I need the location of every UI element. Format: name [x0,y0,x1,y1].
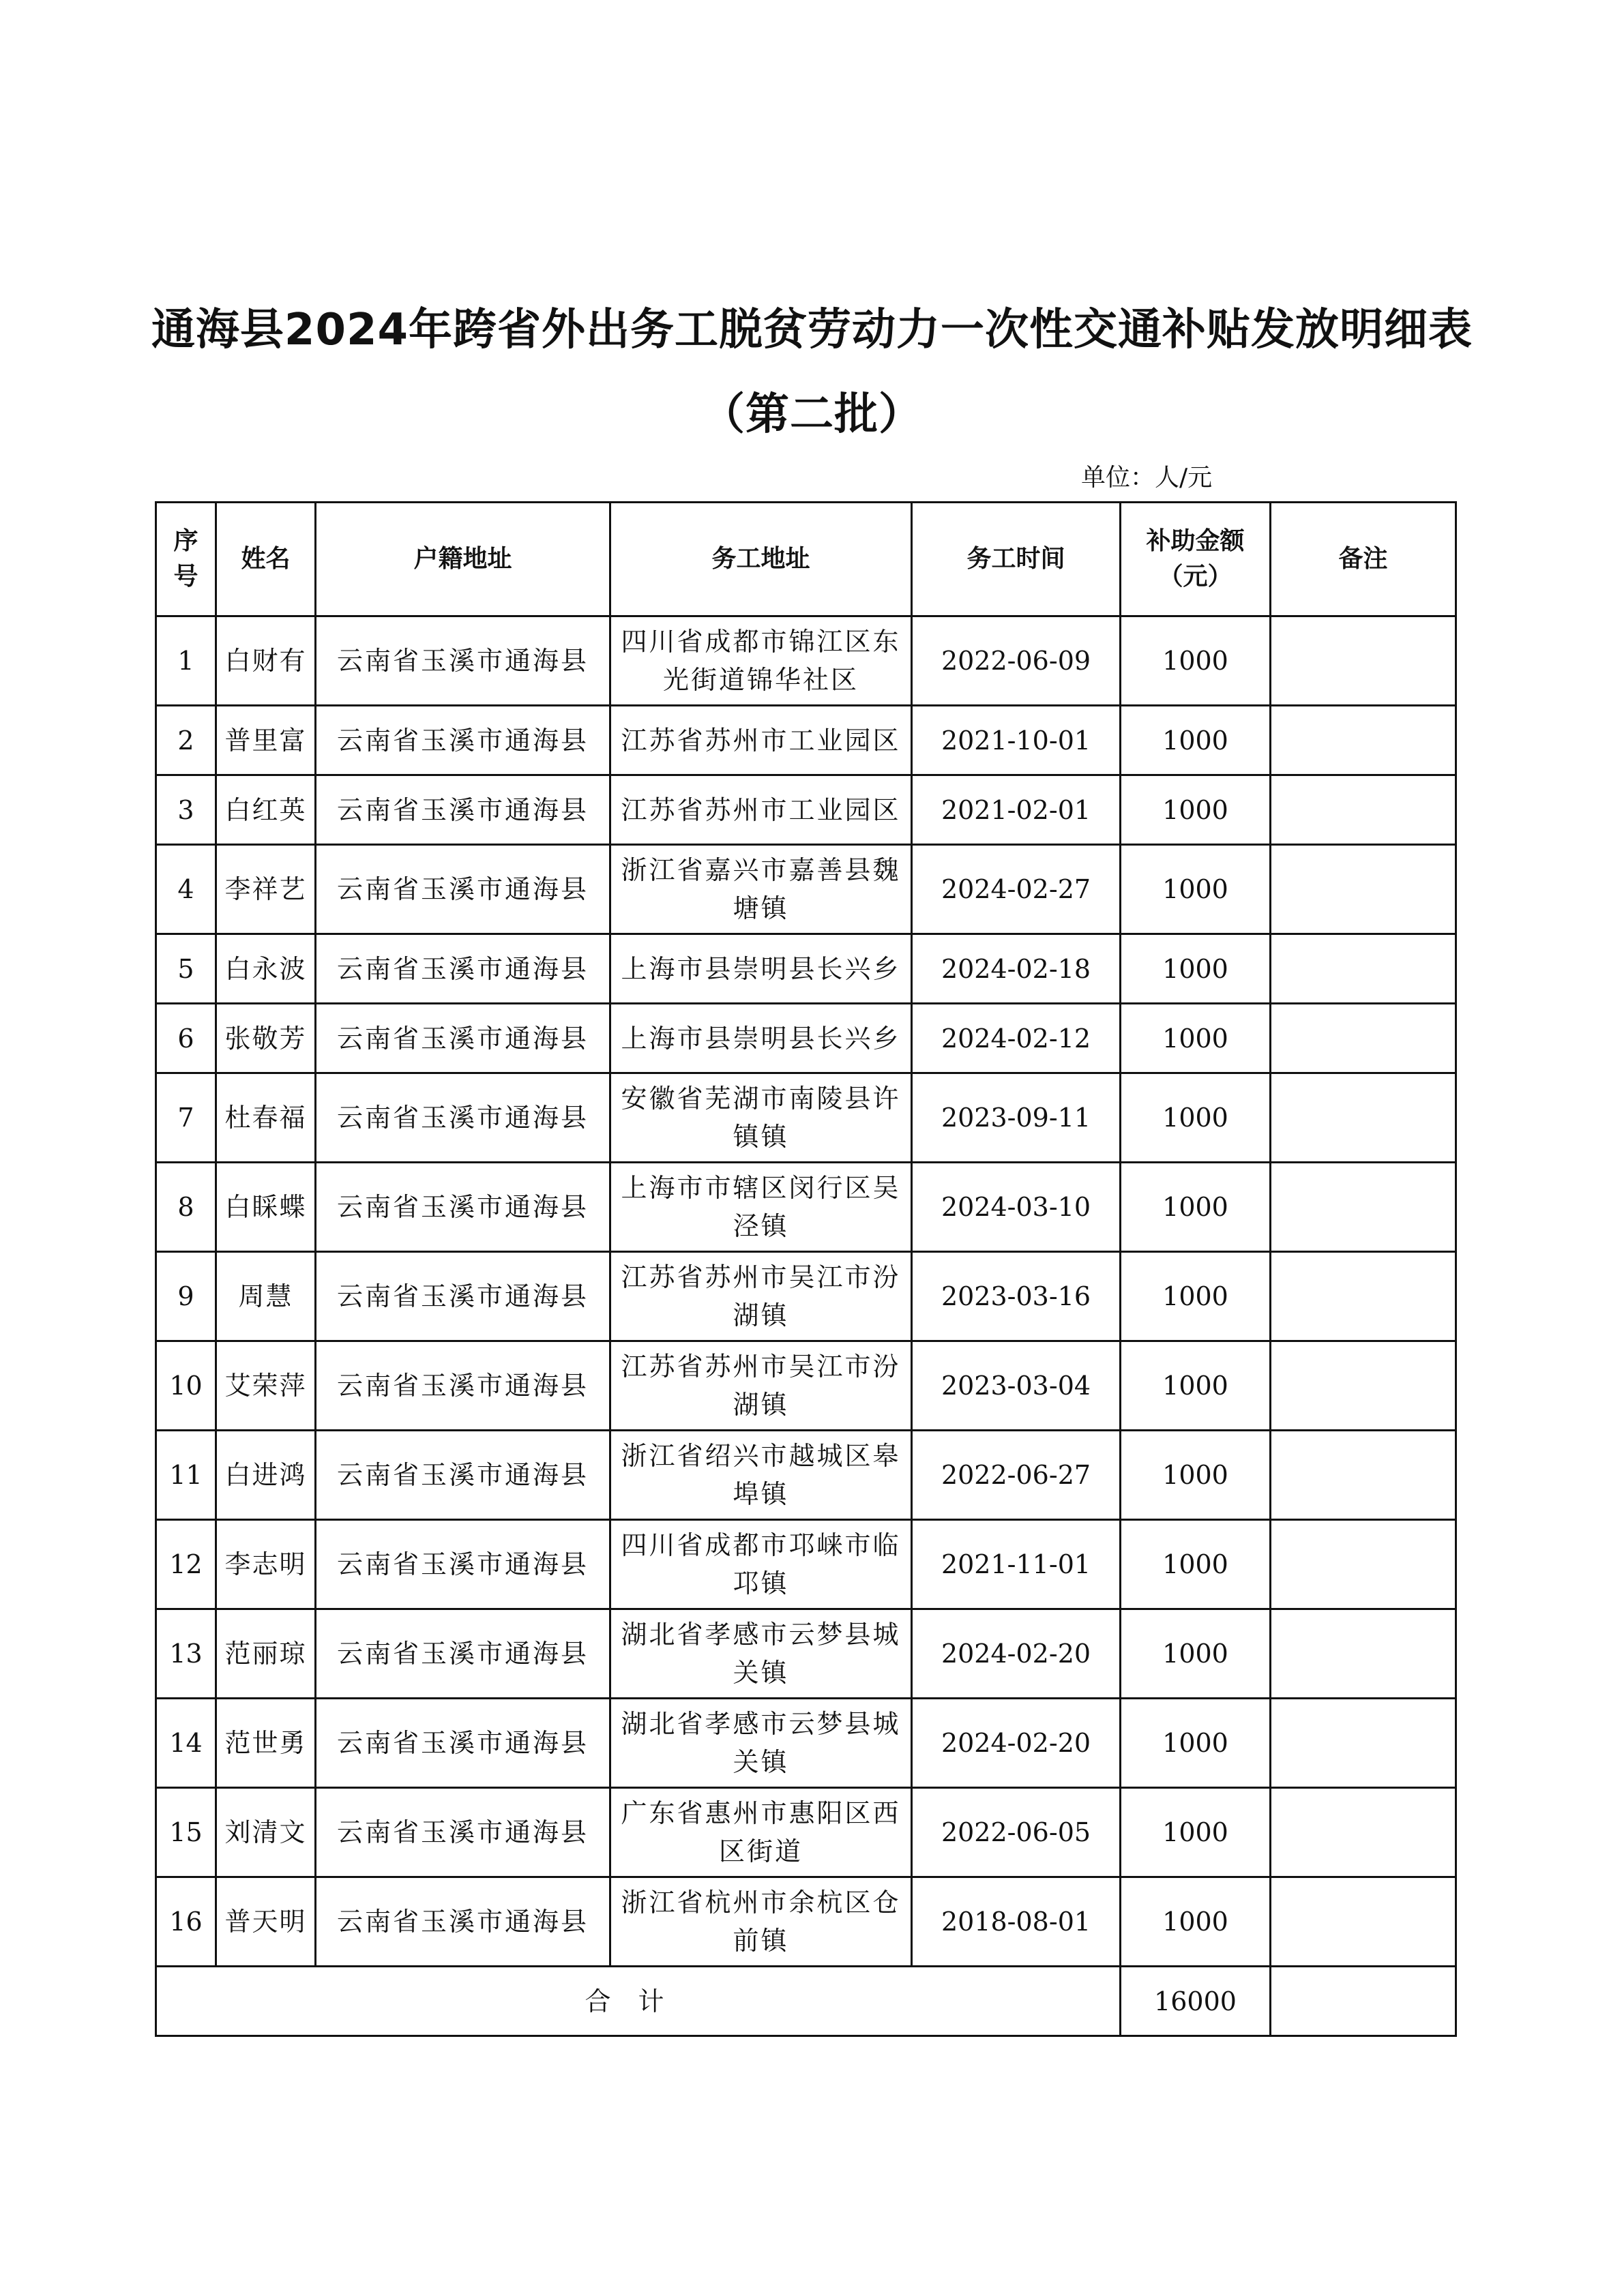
cell-hukou: 云南省玉溪市通海县 [316,1073,610,1163]
cell-name: 周慧 [216,1252,316,1341]
cell-note [1271,1877,1456,1967]
cell-hukou: 云南省玉溪市通海县 [316,1252,610,1341]
cell-hukou: 云南省玉溪市通海县 [316,1877,610,1967]
cell-note [1271,1341,1456,1431]
header-note: 备注 [1271,503,1456,616]
cell-work-time: 2024-02-27 [912,845,1121,934]
cell-index: 14 [156,1699,216,1788]
cell-index: 8 [156,1163,216,1252]
cell-hukou: 云南省玉溪市通海县 [316,1163,610,1252]
document-subtitle: （第二批） [701,389,923,440]
cell-work-address: 湖北省孝感市云梦县城关镇 [610,1699,912,1788]
cell-index: 12 [156,1520,216,1609]
cell-hukou: 云南省玉溪市通海县 [316,616,610,706]
total-label: 合计 [156,1967,1121,2036]
cell-name: 范丽琼 [216,1609,316,1699]
table-row [156,1073,1456,1163]
header-name: 姓名 [216,503,316,616]
cell-work-address: 浙江省嘉兴市嘉善县魏塘镇 [610,845,912,934]
cell-note [1271,1788,1456,1877]
unit-label: 单位：人/元 [1081,464,1213,492]
cell-work-time: 2021-02-01 [912,775,1121,845]
cell-amount: 1000 [1121,1431,1271,1520]
cell-work-address: 四川省成都市锦江区东光街道锦华社区 [610,616,912,706]
cell-note [1271,1609,1456,1699]
cell-hukou: 云南省玉溪市通海县 [316,1699,610,1788]
cell-amount: 1000 [1121,1073,1271,1163]
cell-name: 普里富 [216,706,316,775]
cell-amount: 1000 [1121,1004,1271,1073]
cell-name: 白红英 [216,775,316,845]
cell-amount: 1000 [1121,1341,1271,1431]
header-index-label: 序号 [173,527,198,591]
cell-hukou: 云南省玉溪市通海县 [316,775,610,845]
header-hukou: 户籍地址 [316,503,610,616]
cell-work-time: 2023-03-16 [912,1252,1121,1341]
cell-amount: 1000 [1121,1877,1271,1967]
total-row [156,1967,1456,2036]
cell-amount: 1000 [1121,845,1271,934]
cell-work-address: 上海市市辖区闵行区吴泾镇 [610,1163,912,1252]
cell-name: 张敬芳 [216,1004,316,1073]
cell-work-address: 江苏省苏州市吴江市汾湖镇 [610,1252,912,1341]
cell-note [1271,1520,1456,1609]
cell-work-address: 浙江省绍兴市越城区皋埠镇 [610,1431,912,1520]
cell-note [1271,1431,1456,1520]
table-row [156,934,1456,1004]
table-row [156,1788,1456,1877]
cell-work-time: 2024-02-18 [912,934,1121,1004]
cell-note [1271,934,1456,1004]
cell-work-address: 安徽省芜湖市南陵县许镇镇 [610,1073,912,1163]
cell-amount: 1000 [1121,616,1271,706]
cell-hukou: 云南省玉溪市通海县 [316,1788,610,1877]
cell-index: 13 [156,1609,216,1699]
cell-name: 白进鸿 [216,1431,316,1520]
table-row [156,616,1456,706]
total-note [1271,1967,1456,2036]
cell-index: 9 [156,1252,216,1341]
subsidy-detail-table [155,501,1457,2037]
table-row [156,1163,1456,1252]
table-header [156,503,1456,616]
cell-work-address: 江苏省苏州市工业园区 [610,775,912,845]
document-title: 通海县2024年跨省外出务工脱贫劳动力一次性交通补贴发放明细表 [151,305,1473,355]
cell-note [1271,1004,1456,1073]
header-row [156,503,1456,616]
cell-name: 白财有 [216,616,316,706]
cell-note [1271,1252,1456,1341]
cell-note [1271,1073,1456,1163]
header-work-time: 务工时间 [912,503,1121,616]
cell-note [1271,1163,1456,1252]
cell-work-time: 2024-03-10 [912,1163,1121,1252]
cell-work-time: 2018-08-01 [912,1877,1121,1967]
cell-note [1271,775,1456,845]
header-amount [1121,503,1271,616]
cell-work-time: 2023-09-11 [912,1073,1121,1163]
cell-amount: 1000 [1121,1163,1271,1252]
cell-hukou: 云南省玉溪市通海县 [316,1431,610,1520]
cell-work-time: 2021-10-01 [912,706,1121,775]
header-work-address: 务工地址 [610,503,912,616]
cell-hukou: 云南省玉溪市通海县 [316,1520,610,1609]
cell-name: 李志明 [216,1520,316,1609]
cell-index: 7 [156,1073,216,1163]
cell-work-time: 2022-06-27 [912,1431,1121,1520]
cell-hukou: 云南省玉溪市通海县 [316,706,610,775]
cell-amount: 1000 [1121,706,1271,775]
cell-name: 白睬蝶 [216,1163,316,1252]
cell-hukou: 云南省玉溪市通海县 [316,1004,610,1073]
table-row [156,1004,1456,1073]
table-row [156,1252,1456,1341]
cell-name: 艾荣萍 [216,1341,316,1431]
cell-index: 5 [156,934,216,1004]
cell-work-time: 2024-02-12 [912,1004,1121,1073]
cell-note [1271,1699,1456,1788]
cell-amount: 1000 [1121,775,1271,845]
cell-work-address: 江苏省苏州市工业园区 [610,706,912,775]
cell-index: 6 [156,1004,216,1073]
cell-index: 16 [156,1877,216,1967]
cell-amount: 1000 [1121,1699,1271,1788]
cell-name: 李祥艺 [216,845,316,934]
cell-hukou: 云南省玉溪市通海县 [316,845,610,934]
cell-note [1271,706,1456,775]
cell-work-time: 2022-06-09 [912,616,1121,706]
header-amount-label: 补助金额（元） [1146,527,1245,591]
cell-work-address: 浙江省杭州市余杭区仓前镇 [610,1877,912,1967]
cell-note [1271,845,1456,934]
cell-work-address: 广东省惠州市惠阳区西区街道 [610,1788,912,1877]
cell-index: 3 [156,775,216,845]
cell-index: 11 [156,1431,216,1520]
cell-hukou: 云南省玉溪市通海县 [316,1609,610,1699]
cell-index: 15 [156,1788,216,1877]
cell-work-time: 2024-02-20 [912,1699,1121,1788]
cell-work-address: 湖北省孝感市云梦县城关镇 [610,1609,912,1699]
table-row [156,1431,1456,1520]
table-row [156,1341,1456,1431]
cell-index: 4 [156,845,216,934]
cell-amount: 1000 [1121,1520,1271,1609]
table-row [156,845,1456,934]
cell-work-address: 上海市县崇明县长兴乡 [610,934,912,1004]
cell-amount: 1000 [1121,1788,1271,1877]
cell-name: 白永波 [216,934,316,1004]
cell-name: 刘清文 [216,1788,316,1877]
total-amount: 16000 [1121,1967,1271,2036]
cell-work-address: 四川省成都市邛崃市临邛镇 [610,1520,912,1609]
table-row [156,1877,1456,1967]
cell-work-address: 上海市县崇明县长兴乡 [610,1004,912,1073]
table-row [156,1520,1456,1609]
table-body [156,616,1456,1967]
cell-index: 2 [156,706,216,775]
cell-index: 10 [156,1341,216,1431]
cell-work-time: 2021-11-01 [912,1520,1121,1609]
cell-amount: 1000 [1121,1252,1271,1341]
table-row [156,1609,1456,1699]
cell-name: 范世勇 [216,1699,316,1788]
cell-work-time: 2024-02-20 [912,1609,1121,1699]
cell-name: 杜春福 [216,1073,316,1163]
cell-hukou: 云南省玉溪市通海县 [316,1341,610,1431]
cell-note [1271,616,1456,706]
cell-work-time: 2023-03-04 [912,1341,1121,1431]
table-footer [156,1967,1456,2036]
cell-index: 1 [156,616,216,706]
cell-hukou: 云南省玉溪市通海县 [316,934,610,1004]
cell-amount: 1000 [1121,934,1271,1004]
cell-name: 普天明 [216,1877,316,1967]
cell-work-time: 2022-06-05 [912,1788,1121,1877]
cell-work-address: 江苏省苏州市吴江市汾湖镇 [610,1341,912,1431]
header-index [156,503,216,616]
table-row [156,706,1456,775]
table-row [156,775,1456,845]
table-row [156,1699,1456,1788]
cell-amount: 1000 [1121,1609,1271,1699]
